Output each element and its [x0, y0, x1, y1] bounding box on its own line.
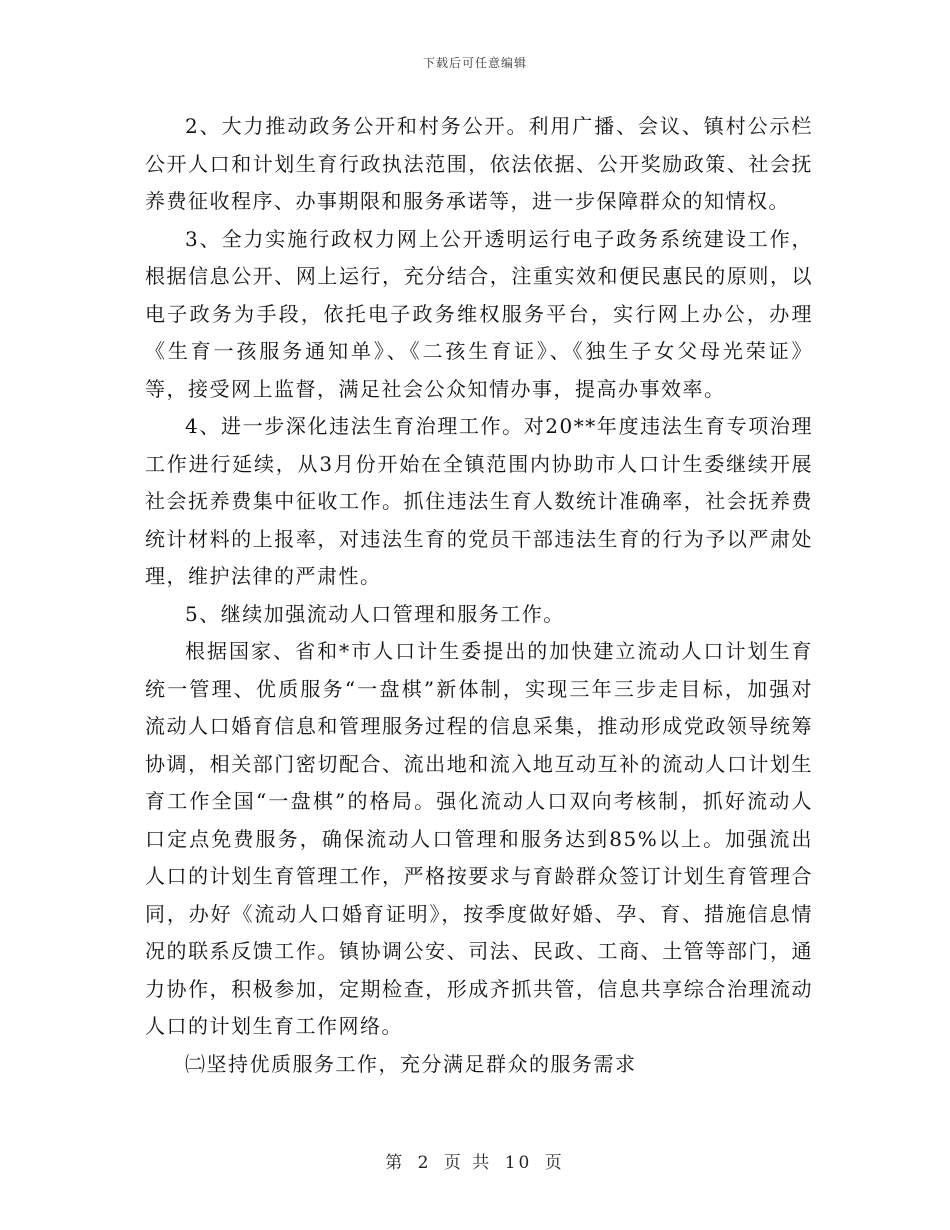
paragraph-item-5-heading: 5、继续加强流动人口管理和服务工作。: [185, 601, 565, 626]
footer-prefix: 第: [385, 1153, 406, 1173]
footer-suffix: 页: [544, 1153, 565, 1173]
footer-middle: 页 共: [443, 1153, 493, 1173]
footer-total-pages: 10: [504, 1153, 533, 1173]
header-note: 下载后可任意编辑: [422, 56, 527, 70]
footer-current-page: 2: [417, 1153, 432, 1173]
paragraph-item-3: 3、全力实施行政权力网上公开透明运行电子政务系统建设工作，根据信息公开、网上运行，充分结合，注重实效和便民惠民的原则，以电子政务为手段，依托电子政务维权服务平台，实行网上办公，办理《生育一孩服务通知单》、《二孩生育证》、《独生子女父母光荣证》等，接受网上监督，满足社会公众知情办事，提高办事效率。: [145, 226, 813, 401]
page-footer: [0, 1148, 950, 1173]
paragraph-item-4: 4、进一步深化违法生育治理工作。对20**年度违法生育专项治理工作进行延续，从3月份开始在全镇范围内协助市人口计生委继续开展社会抚养费集中征收工作。抓住违法生育人数统计准确率，社会抚养费统计材料的上报率，对违法生育的党员干部违法生育的行为予以严肃处理，维护法律的严肃性。: [145, 414, 813, 588]
paragraph-floating-population: 根据国家、省和*市人口计生委提出的加快建立流动人口计划生育统一管理、优质服务“一盘棋”新体制，实现三年三步走目标，加强对流动人口婚育信息和管理服务过程的信息采集，推动形成党政领导统筹协调，相关部门密切配合、流出地和流入地互动互补的流动人口计划生育工作全国“一盘棋”的格局。强化流动人口双向考核制，抓好流动人口定点免费服务，确保流动人口管理和服务达到85%以上。加强流出人口的计划生育管理工作，严格按要求与育龄群众签订计划生育管理合同，办好《流动人口婚育证明》，按季度做好婚、孕、育、措施信息情况的联系反馈工作。镇协调公安、司法、民政、工商、土管等部门，通力协作，积极参加，定期检查，形成齐抓共管，信息共享综合治理流动人口的计划生育工作网络。: [145, 639, 813, 1038]
section-heading-quality-service: ㈡坚持优质服务工作，充分满足群众的服务需求: [185, 1051, 637, 1076]
document-body: [145, 108, 813, 1083]
paragraph-item-2: 2、大力推动政务公开和村务公开。利用广播、会议、镇村公示栏公开人口和计划生育行政执法范围，依法依据、公开奖励政策、社会抚养费征收程序、办事期限和服务承诺等，进一步保障群众的知情权。: [145, 114, 813, 213]
